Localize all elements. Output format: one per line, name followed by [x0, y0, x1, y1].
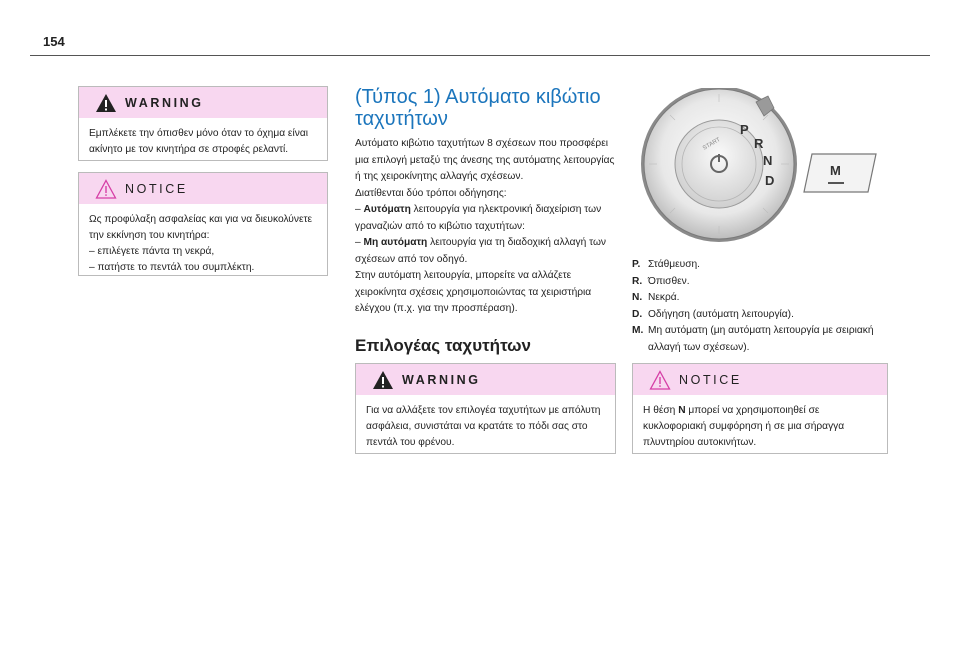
warning-box-reverse [78, 86, 328, 161]
warning-label: WARNING [402, 372, 481, 387]
warning-header [79, 87, 327, 118]
legend-item: P. Στάθμευση. [632, 259, 701, 270]
notice-header [633, 364, 887, 395]
legend-item: R. Όπισθεν. [632, 275, 690, 287]
dial-letter-n: N [763, 153, 773, 168]
notice-header [79, 173, 327, 204]
warning-text: Εμπλέκετε την όπισθεν μόνο όταν το όχημα είναι ακίνητο με τον κινητήρα σε στροφές ρελαντί. [89, 128, 308, 155]
notice-item: – επιλέγετε πάντα τη νεκρά, [89, 246, 215, 257]
mode-manual: – Μη αυτόματη λειτουργία για τη διαδοχική αλλαγή των σχέσεων από τον οδηγό. [355, 237, 607, 265]
notice-text: Η θέση N μπορεί να χρησιμοποιηθεί σε κυκλοφοριακή συμφόρηση ή σε μια σήραγγα πλυντηρίου αυτοκινήτων. [643, 405, 845, 448]
warning-text: Για να αλλάξετε τον επιλογέα ταχυτήτων με απόλυτη ασφάλεια, συνιστάται να κρατάτε το πόδι σας στο πεντάλ του φρένου. [366, 405, 601, 448]
outro-paragraph: Στην αυτόματη λειτουργία, μπορείτε να αλλάζετε χειροκίνητα σχέσεις χρησιμοποιώντας τα χειριστήρια ελέγχου (π.χ. για την προσπέραση). [355, 270, 592, 314]
top-rule [30, 55, 930, 56]
legend-item: D. Οδήγηση (αυτόματη λειτουργία). [632, 308, 794, 320]
mode-automatic: – Αυτόματη λειτουργία για ηλεκτρονική διαχείριση των γραναζιών από το κιβώτιο ταχυτήτων: [355, 204, 602, 232]
dial-letter-p: P [740, 122, 749, 137]
notice-label: NOTICE [125, 181, 188, 196]
intro-paragraph: Αυτόματο κιβώτιο ταχυτήτων 8 σχέσεων που προσφέρει μια επιλογή μεταξύ της άνεσης της αυτόματης λειτουργίας ή της χειροκίνητης αλλαγής σχέσεων. [355, 138, 615, 182]
manual-button-label: M [830, 163, 841, 178]
warning-triangle-icon [95, 93, 117, 113]
notice-label: NOTICE [679, 372, 742, 387]
mode-automatic-bold: Αυτόματη [363, 204, 411, 215]
start-label: START [702, 136, 722, 152]
subtitle-gear-selector: Επιλογέας ταχυτήτων [355, 336, 531, 355]
dial-letter-d: D [765, 173, 775, 188]
legend-item: M. Μη αυτόματη (μη αυτόματη λειτουργία με σειριακή αλλαγή των σχέσεων). [632, 325, 874, 353]
notice-triangle-icon [649, 370, 671, 390]
legend-item: N. Νεκρά. [632, 292, 680, 303]
page-number: 154 [43, 34, 65, 49]
warning-box-selector [355, 363, 616, 454]
rotary-dial[interactable] [641, 88, 797, 242]
modes-intro: Διατίθενται δύο τρόποι οδήγησης: [355, 187, 507, 199]
gearbox-description [355, 136, 617, 318]
section-title: (Τύπος 1) Αυτόματο κιβώτιο ταχυτήτων [355, 86, 601, 130]
mode-manual-bold: Μη αυτόματη [363, 237, 428, 248]
notice-box-start [78, 172, 328, 276]
gear-selector-diagram [632, 88, 887, 248]
warning-header [356, 364, 615, 395]
notice-box-neutral [632, 363, 888, 454]
gear-legend [632, 257, 887, 356]
dial-letter-r: R [754, 136, 764, 151]
warning-triangle-icon [372, 370, 394, 390]
notice-triangle-icon [95, 179, 117, 199]
notice-intro: Ως προφύλαξη ασφαλείας και για να διευκολύνετε την εκκίνηση του κινητήρα: [89, 214, 313, 241]
manual-mode-button[interactable] [804, 154, 876, 192]
notice-item: – πατήστε το πεντάλ του συμπλέκτη. [89, 262, 255, 273]
warning-label: WARNING [125, 95, 204, 110]
